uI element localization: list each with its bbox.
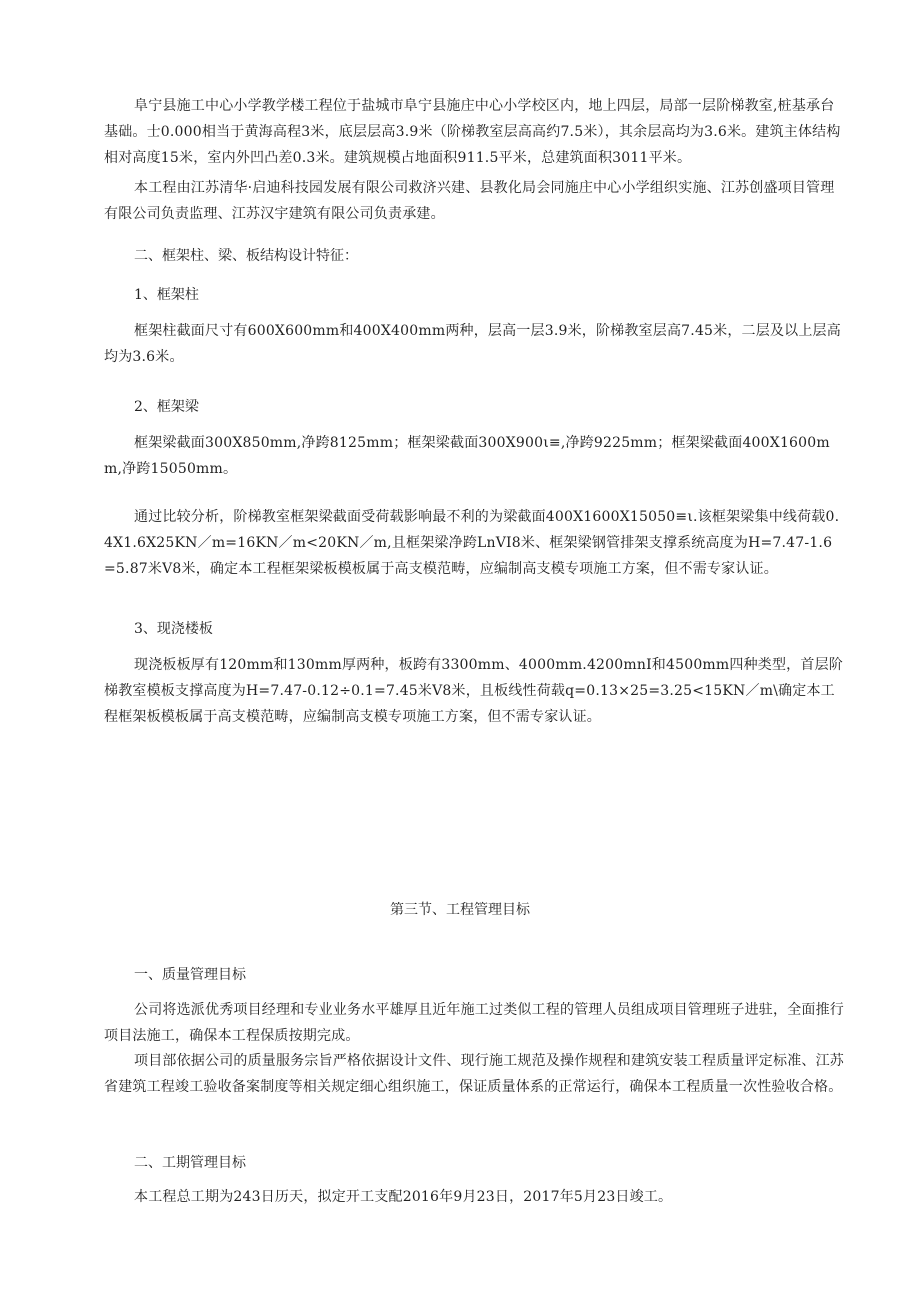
project-parties-paragraph: 本工程由江苏清华·启迪科技园发展有限公司救济兴建、县教化局会同施庄中心小学组织实施、江苏创盛项目管理有限公司负责监理、江苏汉宇建筑有限公司负责承建。 [104, 180, 835, 222]
schedule-goal-heading: 二、工期管理目标 [134, 1155, 246, 1171]
frame-beam-paragraph: 框架梁截面300X850mm,净跨8125mm；框架梁截面300X900ι≡,净跨9225mm；框架梁截面400X1600mm,净跨15050mm。 [104, 435, 830, 477]
beam-analysis-paragraph: 通过比较分析，阶梯教室框架梁截面受荷载影响最不利的为梁截面400X1600X15050≡ι.该框架梁集中线荷载0.4X1.6X25KN／m=16KN／m<20KN／m,且框架梁净跨LnVI8米、框架梁钢管排架支撑系统高度为H=7.47-1.6=5.87米V8米，确定本工程框架梁板模板属于高支模范畴，应编制高支模专项施工方案，但不需专家认证。 [104, 509, 840, 577]
section-title: 第三节、工程管理目标 [390, 902, 530, 918]
cast-slab-paragraph: 现浇板板厚有120mm和130mm厚两种，板跨有3300mm、4000mm.4200mnI和4500mm四种类型，首层阶梯教室模板支撑高度为H=7.47-0.12÷0.1=7.45米V8米，且板线性荷载q=0.13×25=3.25<15KN／m\确定本工程框架板模板属于高支模范畴，应编制高支模专项施工方案，但不需专家认证。 [104, 657, 843, 725]
quality-goal-paragraph-1: 公司将选派优秀项目经理和专业业务水平雄厚且近年施工过类似工程的管理人员组成项目管理班子进驻，全面推行项目法施工，确保本工程保质按期完成。 [104, 1002, 844, 1044]
schedule-goal-paragraph: 本工程总工期为243日历天，拟定开工支配2016年9月23日，2017年5月23日竣工。 [134, 1189, 673, 1205]
project-overview-paragraph: 阜宁县施工中心小学教学楼工程位于盐城市阜宁县施庄中心小学校区内，地上四层，局部一层阶梯教室,桩基承台基础。士0.000相当于黄海高程3米，底层层高3.9米（阶梯教室层高高约7.5米），其余层高均为3.6米。建筑主体结构相对高度15米，室内外凹凸差0.3米。建筑规模占地面积911.5平米，总建筑面积3011平米。 [104, 98, 841, 166]
frame-beam-heading: 2、框架梁 [134, 399, 199, 415]
cast-slab-heading: 3、现浇楼板 [134, 621, 213, 637]
quality-goal-heading: 一、质量管理目标 [134, 967, 246, 983]
quality-goal-paragraph-2: 项目部依据公司的质量服务宗旨严格依据设计文件、现行施工规范及操作规程和建筑安装工程质量评定标准、江苏省建筑工程竣工验收备案制度等相关规定细心组织施工，保证质量体系的正常运行，确保本工程质量一次性验收合格。 [104, 1053, 844, 1095]
frame-column-heading: 1、框架柱 [134, 287, 199, 303]
frame-column-paragraph: 框架柱截面尺寸有600X600mm和400X400mm两种，层高一层3.9米，阶梯教室层高7.45米，二层及以上层高均为3.6米。 [104, 323, 841, 365]
frame-structure-heading: 二、框架柱、梁、板结构设计特征： [134, 248, 358, 264]
